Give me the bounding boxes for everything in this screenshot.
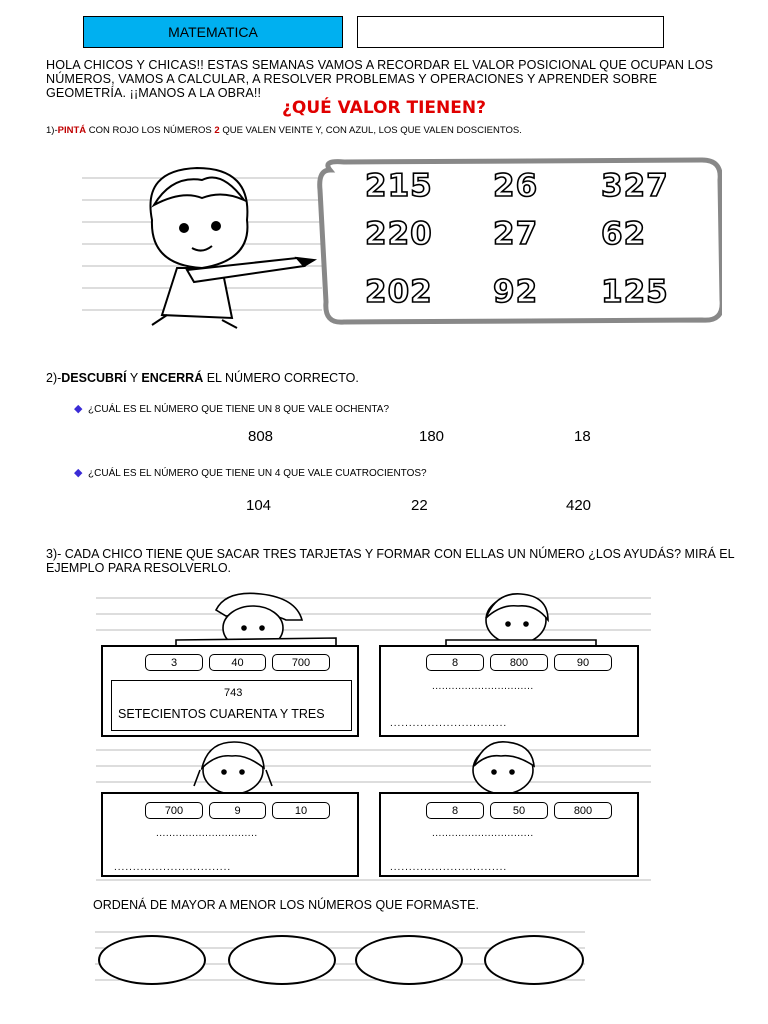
answer-dots[interactable]: ............................... [432, 681, 534, 692]
number-327: 327 [601, 168, 669, 204]
option-104[interactable]: 104 [246, 497, 272, 514]
exercise2-verb2: ENCERRÁ [141, 371, 204, 385]
card: 800 [490, 654, 548, 671]
exercise1-instruction [46, 125, 522, 136]
card: 8 [426, 654, 484, 671]
intro-text: HOLA CHICOS Y CHICAS!! ESTAS SEMANAS VAMOS A RECORDAR EL VALOR POSICIONAL QUE OCUPAN LOS NÚMEROS, VAMOS A CALCULAR, A RESOLVER PROBLEMAS Y OPERACIONES Y APRENDER SOBRE GEOMETRÍA. ¡¡MANOS A LA OBRA!! [46, 58, 714, 100]
card: 40 [209, 654, 266, 671]
question-1 [74, 402, 389, 415]
card: 50 [490, 802, 548, 819]
exercise1-verb: PINTÁ [57, 125, 87, 136]
option-22[interactable]: 22 [411, 497, 428, 514]
option-420[interactable]: 420 [566, 497, 592, 514]
answer-dots[interactable]: ............................... [114, 862, 232, 873]
option-180[interactable]: 180 [419, 428, 445, 445]
section-title: ¿QUÉ VALOR TIENEN? [282, 98, 486, 118]
question-2 [74, 466, 427, 479]
answer-dots[interactable]: ............................... [156, 828, 258, 839]
card: 700 [272, 654, 330, 671]
ordering-oval-2[interactable] [228, 935, 336, 985]
ordering-oval-1[interactable] [98, 935, 206, 985]
card: 8 [426, 802, 484, 819]
exercise2-prefix: 2)- [46, 371, 62, 385]
number-215: 215 [365, 168, 433, 204]
exercise2-verb1: DESCUBRÍ [61, 371, 127, 385]
option-808[interactable]: 808 [248, 428, 274, 445]
exercise1-prefix: 1)- [46, 125, 58, 136]
card: 3 [145, 654, 203, 671]
option-18[interactable]: 18 [574, 428, 591, 445]
example-words: SETECIENTOS CUARENTA Y TRES [118, 707, 325, 721]
answer-dots[interactable]: ............................... [390, 862, 508, 873]
subject-title: MATEMATICA [83, 16, 343, 48]
exercise2-instruction [46, 371, 359, 385]
card: 90 [554, 654, 612, 671]
card: 700 [145, 802, 203, 819]
question-2-text: ¿CUÁL ES EL NÚMERO QUE TIENE UN 4 QUE VALE CUATROCIENTOS? [88, 468, 427, 479]
ordering-oval-4[interactable] [484, 935, 584, 985]
diamond-bullet-icon: ◆ [74, 403, 83, 415]
diamond-bullet-icon: ◆ [74, 467, 83, 479]
ordering-oval-3[interactable] [355, 935, 463, 985]
question-1-text: ¿CUÁL ES EL NÚMERO QUE TIENE UN 8 QUE VALE OCHENTA? [88, 404, 390, 415]
card: 9 [209, 802, 266, 819]
card: 10 [272, 802, 330, 819]
exercise1-text-a: CON ROJO LOS NÚMEROS [86, 125, 215, 136]
number-92: 92 [493, 274, 539, 310]
number-26: 26 [493, 168, 539, 204]
boy-with-pencil-icon [150, 168, 314, 328]
exercise2-rest: EL NÚMERO CORRECTO. [203, 371, 359, 385]
answer-dots[interactable]: ............................... [390, 718, 508, 729]
number-62: 62 [601, 216, 647, 252]
name-field[interactable] [357, 16, 664, 48]
number-220: 220 [365, 216, 433, 252]
exercise1-text-b: QUE VALEN VEINTE Y, CON AZUL, LOS QUE VALEN DOSCIENTOS. [219, 125, 522, 136]
number-27: 27 [493, 216, 539, 252]
exercise1-digit: 2 [214, 125, 220, 136]
card: 800 [554, 802, 612, 819]
exercise2-mid: Y [126, 371, 142, 385]
girl-icon [446, 594, 596, 646]
number-202: 202 [365, 274, 433, 310]
example-number: 743 [224, 687, 243, 699]
answer-dots[interactable]: ............................... [432, 828, 534, 839]
number-125: 125 [601, 274, 669, 310]
exercise3-instruction: 3)- CADA CHICO TIENE QUE SACAR TRES TARJETAS Y FORMAR CON ELLAS UN NÚMERO ¿LOS AYUDÁS? MIRÁ EL EJEMPLO PARA RESOLVERLO. [46, 547, 735, 575]
boy-cap-icon [176, 593, 336, 650]
ordering-instruction: ORDENÁ DE MAYOR A MENOR LOS NÚMEROS QUE FORMASTE. [93, 898, 479, 912]
